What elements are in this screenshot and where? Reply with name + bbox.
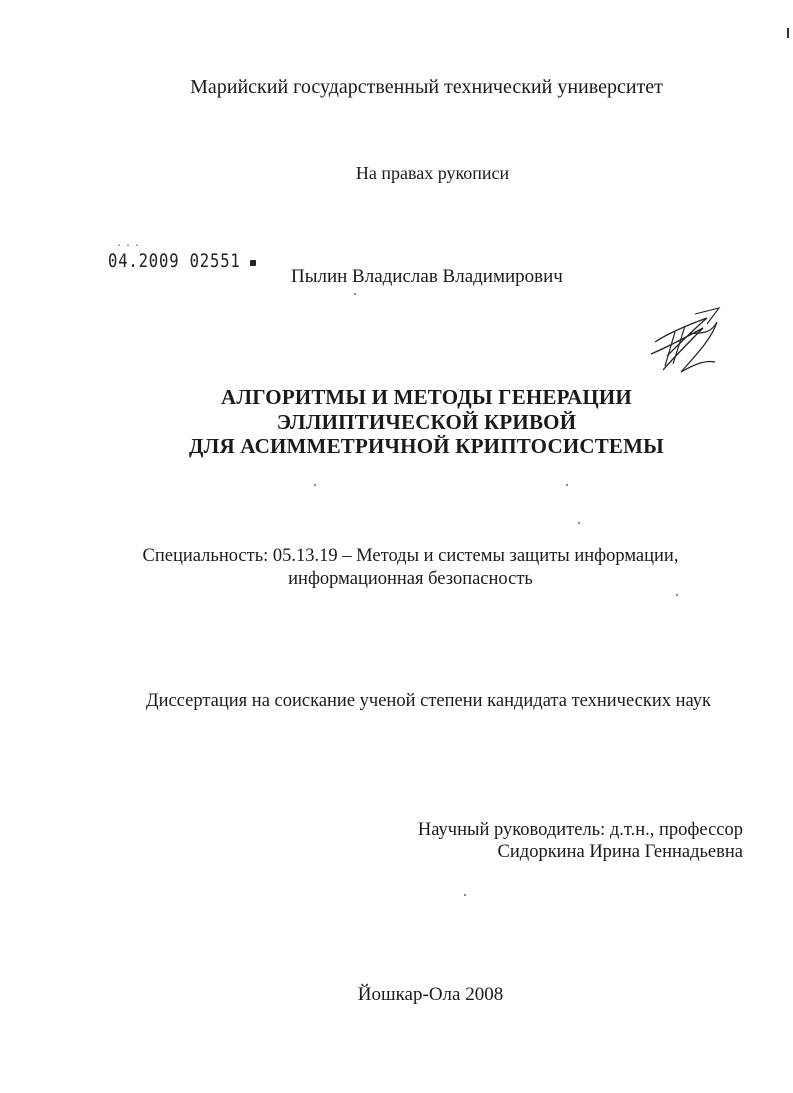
stamp-dots: ... (116, 238, 144, 249)
city-year: Йошкар-Ола 2008 (357, 984, 504, 1005)
registration-stamp: 04.2009 02551 (108, 250, 241, 272)
scan-speck (676, 594, 678, 596)
supervisor-line-2: Сидоркина Ирина Геннадьевна (497, 842, 743, 862)
stamp-mark (250, 260, 256, 266)
title-line-1: АЛГОРИТМЫ И МЕТОДЫ ГЕНЕРАЦИИ (221, 385, 632, 409)
scan-speck (578, 522, 580, 524)
title-line-2: ЭЛЛИПТИЧЕСКОЙ КРИВОЙ (276, 410, 577, 434)
supervisor-line-1: Научный руководитель: д.т.н., профессор (417, 820, 743, 840)
dissertation-note: Диссертация на соискание ученой степени кандидата технических наук (145, 691, 712, 711)
scan-speck (354, 293, 356, 295)
signature-image (645, 304, 725, 378)
rights-note: На правах рукописи (355, 163, 510, 183)
scan-speck (314, 484, 316, 486)
scan-edge-mark (787, 28, 789, 38)
author-name: Пылин Владислав Владимирович (291, 266, 563, 287)
specialty-line-1: Специальность: 05.13.19 – Методы и системы защиты информации, (142, 546, 679, 566)
scan-speck (566, 484, 568, 486)
specialty-line-2: информационная безопасность (288, 569, 533, 589)
university-name: Марийский государственный технический университет (190, 76, 663, 98)
title-line-3: ДЛЯ АСИММЕТРИЧНОЙ КРИПТОСИСТЕМЫ (189, 434, 664, 458)
scan-speck (464, 894, 466, 896)
